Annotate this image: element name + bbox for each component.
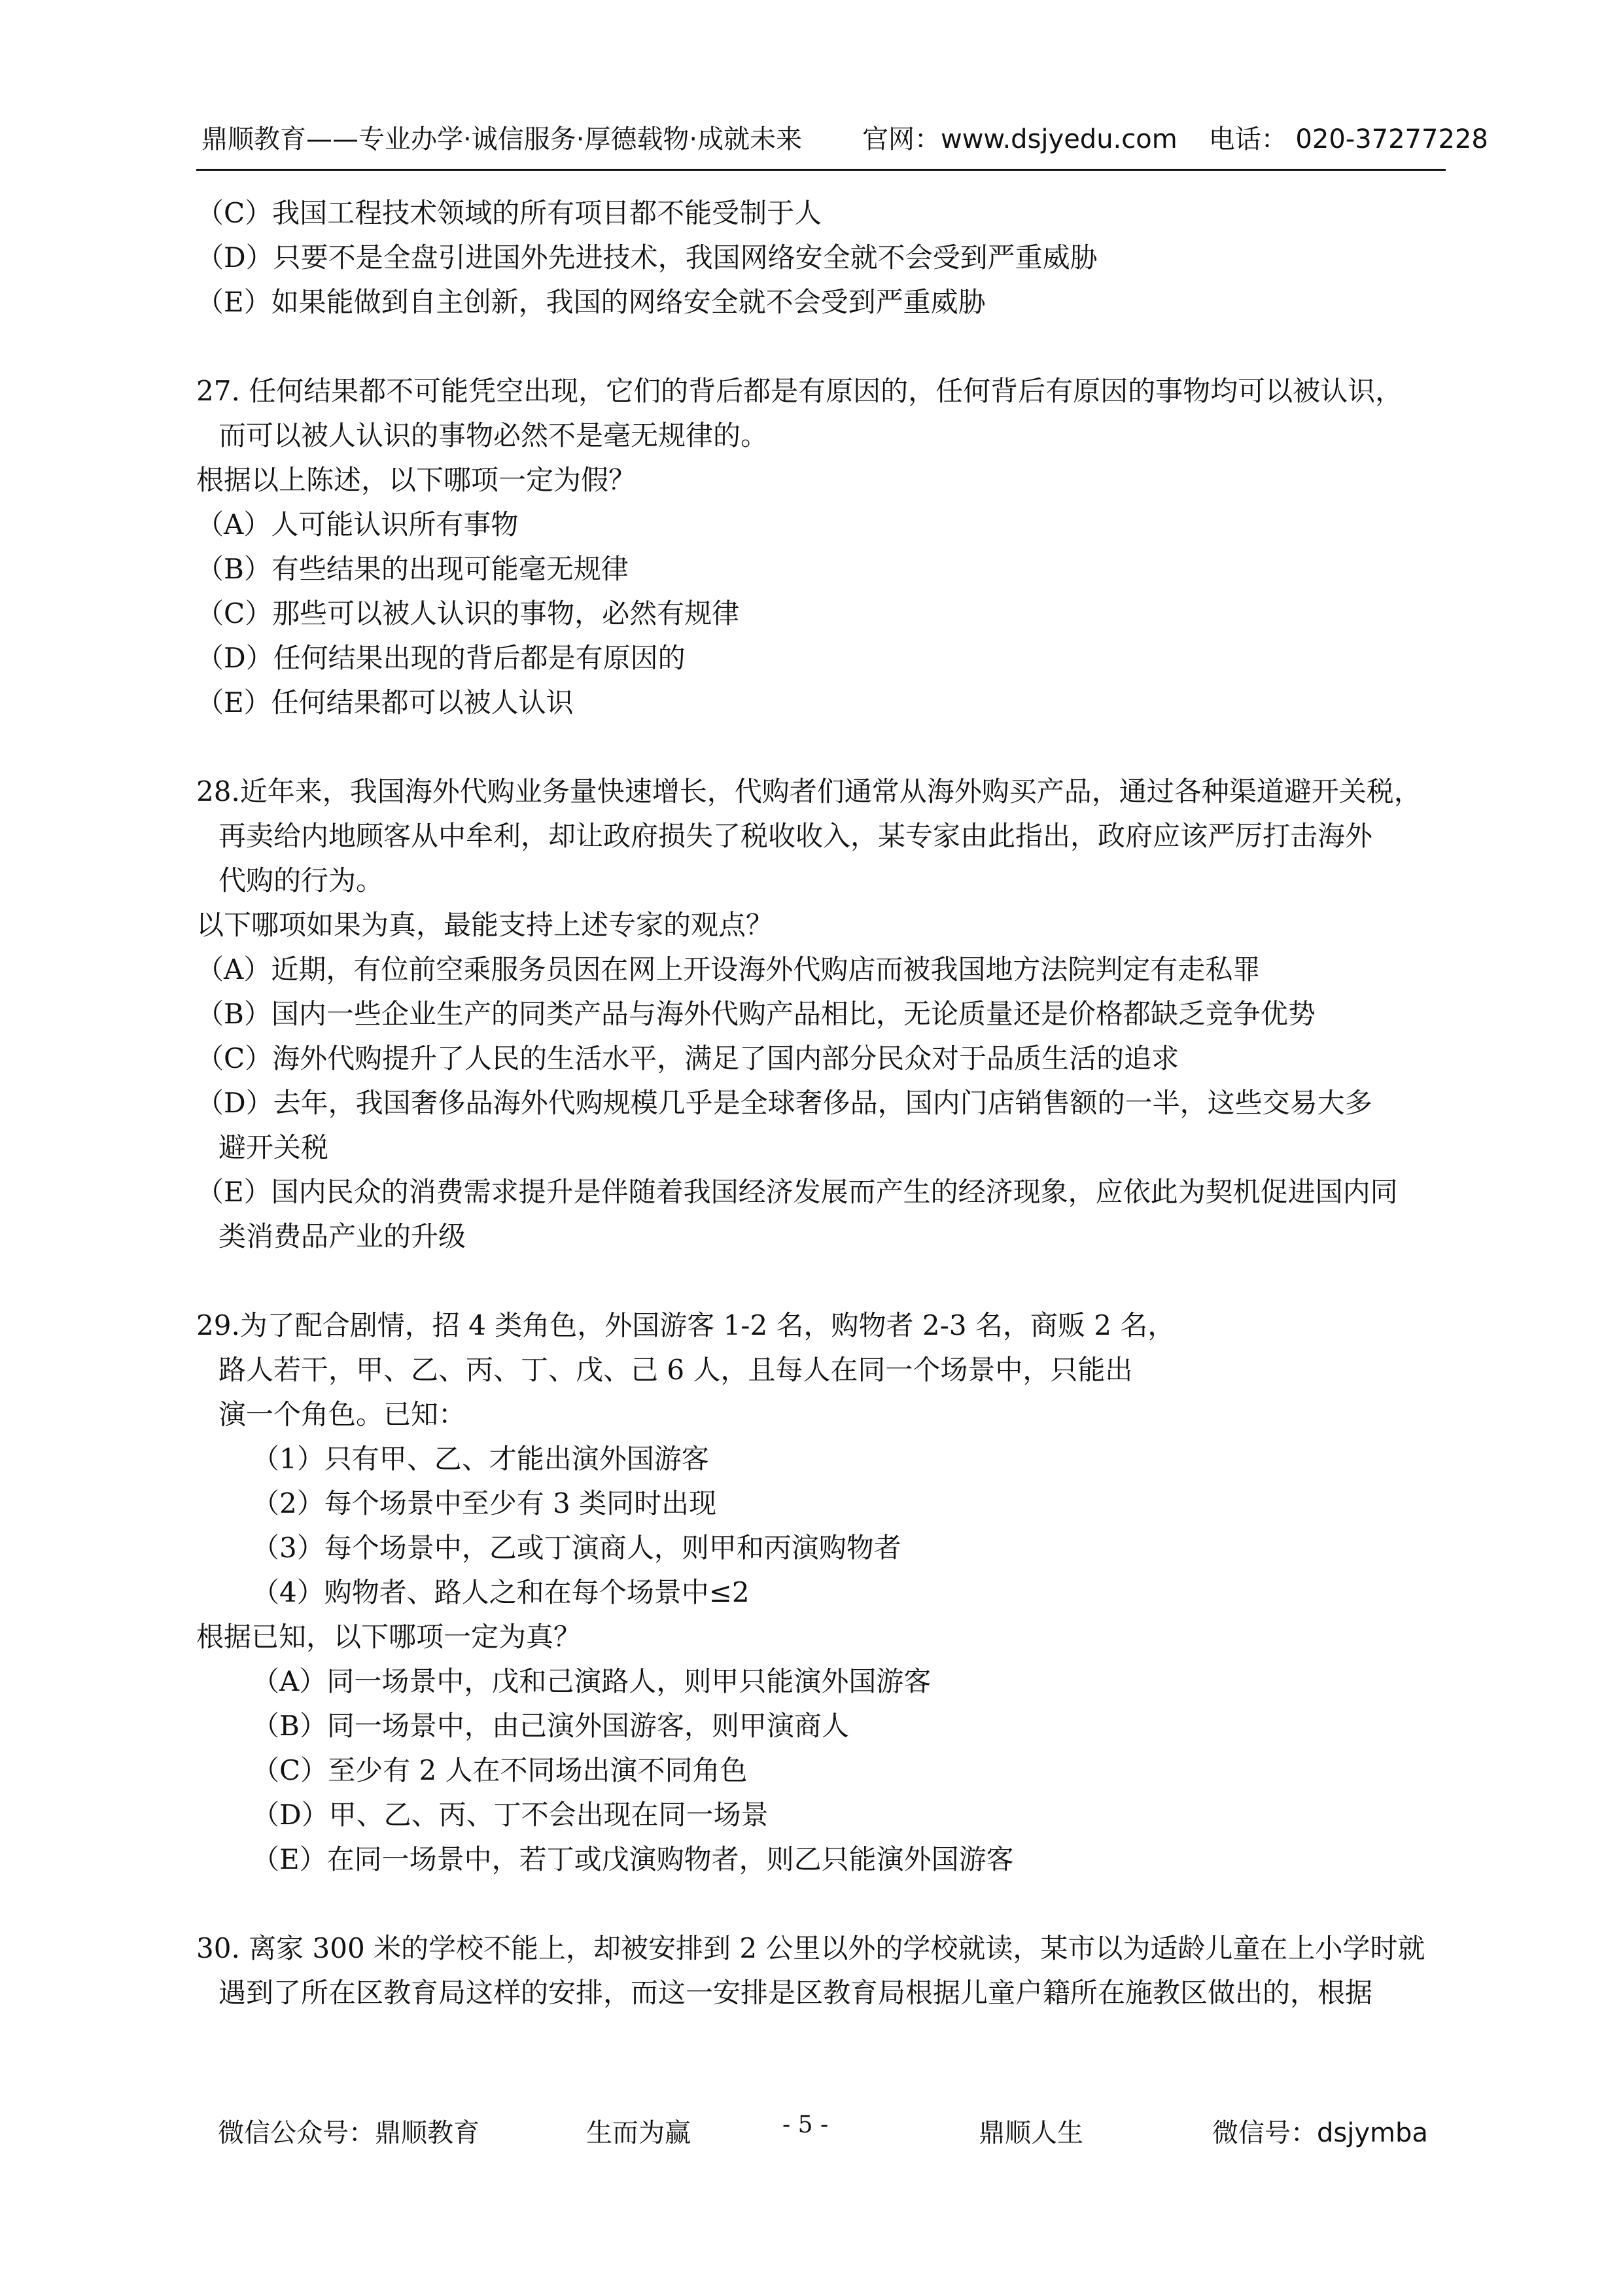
option-a: （A）同一场景中，戊和己演路人，则甲只能演外国游客: [252, 1665, 932, 1697]
question-30: [196, 1926, 1446, 2015]
option-d: （D）甲、乙、丙、丁不会出现在同一场景: [252, 1799, 769, 1831]
question-stem-cont: 遇到了所在区教育局这样的安排，而这一安排是区教育局根据儿童户籍所在施教区做出的，根据: [218, 1977, 1373, 2009]
option-a: （A）人可能认识所有事物: [196, 508, 519, 540]
question-stem: 28.近年来，我国海外代购业务量快速增长，代购者们通常从海外购买产品，通过各种渠道避开关税，: [196, 775, 1422, 807]
footer-brand: 鼎顺人生: [979, 2118, 1083, 2148]
header-rule: [196, 169, 1446, 171]
question-stem: 29.为了配合剧情，招 4 类角色，外国游客 1-2 名，购物者 2-3 名，商贩 2 名，: [196, 1309, 1176, 1341]
option-c: （C）那些可以被人认识的事物，必然有规律: [196, 597, 740, 629]
question-prompt: 根据已知，以下哪项一定为真？: [196, 1621, 582, 1653]
header-phone: 电话： 020-37277228: [1208, 124, 1488, 154]
option-d: （D）任何结果出现的背后都是有原因的: [196, 642, 686, 674]
option-c: （C）至少有 2 人在不同场出演不同角色: [252, 1754, 748, 1786]
condition-2: （2）每个场景中至少有 3 类同时出现: [252, 1487, 717, 1519]
option-e: （E）如果能做到自主创新，我国的网络安全就不会受到严重威胁: [196, 286, 986, 318]
question-stem-cont: 路人若干，甲、乙、丙、丁、戊、己 6 人，且每人在同一个场景中，只能出: [218, 1354, 1133, 1386]
page-footer: [0, 2113, 1623, 2153]
option-d: （D）只要不是全盘引进国外先进技术，我国网络安全就不会受到严重威胁: [196, 241, 1098, 274]
question-stem-cont: 演一个角色。已知：: [218, 1398, 466, 1430]
footer-wechat-id: 微信号：dsjymba: [1212, 2118, 1428, 2148]
condition-4: （4）购物者、路人之和在每个场景中≤2: [252, 1576, 750, 1608]
question-stem-cont: 而可以被人认识的事物必然不是毫无规律的。: [218, 419, 769, 451]
page-number: - 5 -: [782, 2111, 829, 2138]
question-stem-cont: 再卖给内地顾客从中牟利，却让政府损失了税收收入，某专家由此指出，政府应该严厉打击海外: [218, 820, 1373, 852]
header-motto: 鼎顺教育——专业办学·诚信服务·厚德载物·成就未来: [201, 124, 803, 154]
question-stem-cont: 代购的行为。: [218, 864, 384, 896]
option-d: （D）去年，我国奢侈品海外代购规模几乎是全球奢侈品，国内门店销售额的一半，这些交易大多: [196, 1087, 1372, 1119]
option-e: （E）在同一场景中，若丁或戊演购物者，则乙只能演外国游客: [252, 1843, 1014, 1875]
question-29: [196, 1303, 1446, 1882]
option-e: （E）任何结果都可以被人认识: [196, 686, 574, 718]
question-28: [196, 769, 1446, 1259]
question-26-tail: [196, 191, 1446, 325]
option-d-cont: 避开关税: [218, 1131, 329, 1163]
option-e: （E）国内民众的消费需求提升是伴随着我国经济发展而产生的经济现象，应依此为契机促进国内同: [196, 1176, 1398, 1208]
footer-wechat-account: 微信公众号：鼎顺教育: [218, 2118, 480, 2148]
option-b: （B）有些结果的出现可能毫无规律: [196, 553, 629, 585]
condition-3: （3）每个场景中，乙或丁演商人，则甲和丙演购物者: [252, 1532, 901, 1564]
header-contact: [862, 120, 1488, 159]
option-b: （B）国内一些企业生产的同类产品与海外代购产品相比，无论质量还是价格都缺乏竞争优势: [196, 998, 1316, 1030]
option-c: （C）海外代购提升了人民的生活水平，满足了国内部分民众对于品质生活的追求: [196, 1042, 1179, 1074]
question-prompt: 以下哪项如果为真，最能支持上述专家的观点？: [196, 909, 774, 941]
option-e-cont: 类消费品产业的升级: [218, 1220, 466, 1252]
header-website: 官网：www.dsjyedu.com: [862, 124, 1178, 154]
page-header: [201, 120, 1488, 159]
option-b: （B）同一场景中，由己演外国游客，则甲演商人: [252, 1710, 849, 1742]
option-c: （C）我国工程技术领域的所有项目都不能受制于人: [196, 197, 822, 229]
condition-1: （1）只有甲、乙、才能出演外国游客: [252, 1443, 709, 1475]
page-content: [196, 191, 1446, 2015]
question-27: [196, 369, 1446, 725]
question-prompt: 根据以上陈述，以下哪项一定为假？: [196, 464, 637, 496]
question-stem: 27. 任何结果都不可能凭空出现，它们的背后都是有原因的，任何背后有原因的事物均可以被认识，: [196, 375, 1403, 407]
question-stem: 30. 离家 300 米的学校不能上，却被安排到 2 公里以外的学校就读，某市以为适龄儿童在上小学时就: [196, 1932, 1425, 1964]
option-a: （A）近期，有位前空乘服务员因在网上开设海外代购店而被我国地方法院判定有走私罪: [196, 953, 1261, 985]
footer-slogan: 生而为赢: [586, 2118, 691, 2148]
